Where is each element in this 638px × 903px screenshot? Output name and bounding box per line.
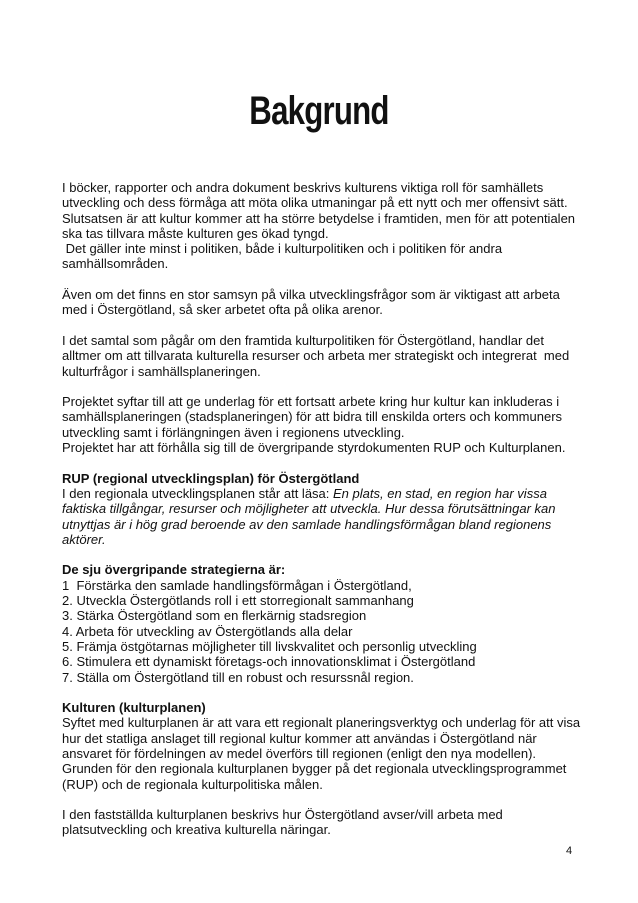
strategy-item: 2. Utveckla Östergötlands roll i ett storregionalt sammanhang xyxy=(62,593,414,609)
paragraph-closing xyxy=(62,807,582,838)
quote-line: utnyttjas är i hög grad beroende av den samlade handlingsförmågan bland regionens xyxy=(62,516,552,532)
page-title: Bakgrund xyxy=(249,89,389,133)
text-line: Det gäller inte minst i politiken, både i kulturpolitiken och i politiken för andra xyxy=(62,241,503,257)
paragraph-gap xyxy=(62,792,582,807)
section-kultur xyxy=(62,700,582,792)
text-line: kulturfrågor i samhällsplaneringen. xyxy=(62,363,261,379)
text-line: I det samtal som pågår om den framtida kulturpolitiken för Östergötland, handlar det xyxy=(62,332,544,348)
text-line: I den fastställda kulturplanen beskrivs hur Östergötland avser/vill arbeta med xyxy=(62,807,503,823)
text-line: hur det statliga anslaget till regional kultur kommer att användas i Östergötland när xyxy=(62,730,537,746)
text-line: (RUP) och de regionala kulturpolitiska målen. xyxy=(62,776,323,792)
text-line: Även om det finns en stor samsyn på vilka utvecklingsfrågor som är viktigast att arbeta xyxy=(62,287,560,303)
text-line: Slutsatsen är att kultur kommer att ha större betydelse i framtiden, men för att potentialen xyxy=(62,210,576,226)
text-line: Projektet har att förhålla sig till de övergripande styrdokumenten RUP och Kulturplanen. xyxy=(62,440,566,456)
text-line: utveckling samt i förlängningen även i regionens utveckling. xyxy=(62,424,405,440)
section-strategies xyxy=(62,562,582,684)
strategy-item: 5. Främja östgötarnas möjligheter till livskvalitet och personlig utveckling xyxy=(62,638,477,654)
page-number: 4 xyxy=(566,845,573,857)
text-line: Projektet syftar till att ge underlag för ett fortsatt arbete kring hur kultur kan inkluderas i xyxy=(62,394,560,410)
text-line: Syftet med kulturplanen är att vara ett regionalt planeringsverktyg och underlag för att visa xyxy=(62,715,581,731)
text-line: I böcker, rapporter och andra dokument beskrivs kulturens viktiga roll för samhällets xyxy=(62,180,544,195)
section-rup xyxy=(62,471,582,547)
paragraph-gap xyxy=(62,455,582,470)
strategy-item: 1 Förstärka den samlade handlingsförmågan i Östergötland, xyxy=(62,577,412,593)
strategy-item: 7. Ställa om Östergötland till en robust och resurssnål region. xyxy=(62,669,414,685)
text-line: ansvaret för fördelningen av medel överförs till regionen (enligt den nya modellen). xyxy=(62,745,537,761)
section-heading: RUP (regional utvecklingsplan) för Östergötland xyxy=(62,470,360,486)
text-line: utveckling och dess förmåga att möta olika utmaningar på ett nytt och mer offensivt sätt. xyxy=(62,195,568,211)
paragraph-gap xyxy=(62,318,582,333)
paragraph-gap xyxy=(62,272,582,287)
text-line: ska tas tillvara måste kulturen ges ökad tyngd. xyxy=(62,225,329,241)
text-line xyxy=(62,486,582,501)
text-line: samhällsplaneringen (stadsplaneringen) för att bidra till enskilda orters och kommuners xyxy=(62,409,563,425)
paragraph-samtal xyxy=(62,333,582,379)
strategy-item: 4. Arbeta för utveckling av Östergötlands alla delar xyxy=(62,623,353,639)
quote-line: faktiska tillgångar, resurser och möjligheter att utveckla. Hur dessa förutsättningar kan xyxy=(62,501,556,517)
paragraph-projektet xyxy=(62,394,582,455)
body-text xyxy=(62,180,582,838)
strategy-item: 6. Stimulera ett dynamiskt företags-och innovationsklimat i Östergötland xyxy=(62,654,476,670)
paragraph-gap xyxy=(62,379,582,394)
section-heading: Kulturen (kulturplanen) xyxy=(62,700,206,716)
strategy-item: 3. Stärka Östergötland som en flerkärnig stadsregion xyxy=(62,608,367,624)
paragraph-gap xyxy=(62,685,582,700)
paragraph-intro xyxy=(62,180,582,272)
rup-intro: I den regionala utvecklingsplanen står att läsa: xyxy=(62,485,334,501)
paragraph-gap xyxy=(62,547,582,562)
text-line: alltmer om att tillvarata kulturella resurser och arbeta mer strategiskt och integrerat med xyxy=(62,348,570,364)
section-heading: De sju övergripande strategierna är: xyxy=(62,562,286,578)
text-line: med i Östergötland, så sker arbetet ofta på olika arenor. xyxy=(62,302,383,318)
text-line: Grunden för den regionala kulturplanen bygger på det regionala utvecklingsprogrammet xyxy=(62,761,567,777)
text-line: samhällsområden. xyxy=(62,256,169,272)
text-line: platsutveckling och kreativa kulturella näringar. xyxy=(62,822,331,838)
paragraph-samsyn xyxy=(62,287,582,318)
quote-line: aktörer. xyxy=(62,531,106,547)
rup-quote: En plats, en stad, en region har vissa xyxy=(333,485,547,501)
